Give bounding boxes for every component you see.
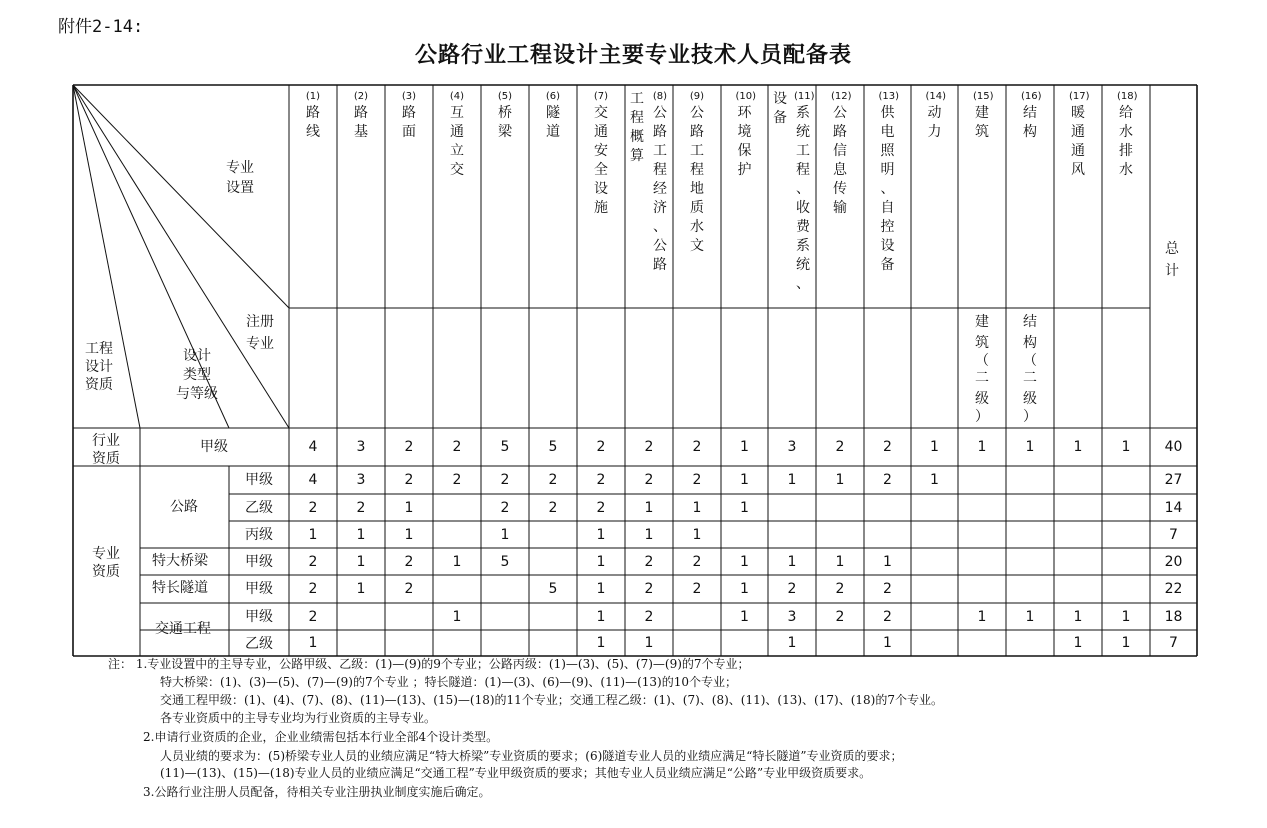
column-header-7: (7) 交 通 安 全 设 施 bbox=[593, 91, 609, 216]
column-header-2: (2) 路 基 bbox=[353, 91, 369, 140]
column-header-6: (6) 隧 道 bbox=[545, 91, 561, 140]
cell-7-8: 1 bbox=[644, 635, 654, 651]
cell-2-6: 2 bbox=[548, 499, 558, 516]
cell-6-17: 1 bbox=[1073, 608, 1083, 625]
cell-5-3: 2 bbox=[404, 581, 414, 597]
row-type-highway: 公路 bbox=[170, 499, 198, 515]
note-line-4: 各专业资质中的主导专业均为行业资质的主导专业。 bbox=[160, 711, 437, 725]
cell-5-6: 5 bbox=[548, 581, 558, 597]
cell-3-5: 1 bbox=[500, 526, 510, 543]
cell-5-9: 2 bbox=[692, 581, 702, 597]
cell-6-11: 3 bbox=[787, 608, 797, 625]
cell-7-13: 1 bbox=[883, 635, 892, 651]
row-type-tunnel: 特长隧道 bbox=[152, 580, 208, 596]
cell-2-8: 1 bbox=[644, 499, 654, 516]
cell-total-2: 14 bbox=[1164, 499, 1183, 516]
cell-6-18: 1 bbox=[1121, 608, 1131, 625]
cell-5-10: 1 bbox=[740, 581, 749, 597]
cell-0-10: 1 bbox=[740, 439, 749, 455]
cell-total-4: 20 bbox=[1164, 553, 1183, 570]
cell-4-7: 1 bbox=[596, 553, 606, 570]
cell-6-1: 2 bbox=[308, 608, 318, 625]
note-line-3: 交通工程甲级：(1)、(4)、(7)、(8)、(11)—(13)、(15)—(18)的11个专业；交通工程乙级：(1)、(7)、(8)、(11)、(13)、(17)、(18)的7个专业。 bbox=[160, 693, 943, 707]
column-header-18: (18) 给 水 排 水 bbox=[1117, 91, 1138, 178]
cell-0-17: 1 bbox=[1073, 439, 1083, 455]
column-header-8: (8) 公 路 工 程 经 济 、 公 路 bbox=[652, 91, 668, 273]
cell-6-10: 1 bbox=[740, 608, 749, 625]
cell-3-1: 1 bbox=[308, 526, 318, 543]
note-line-7: (11)—(13)、(15)—(18)专业人员的业绩应满足“交通工程”专业甲级资质的要求；其他专业人员业绩应满足“公路”专业甲级资质要求。 bbox=[160, 766, 872, 780]
cell-2-5: 2 bbox=[500, 499, 510, 516]
cell-6-15: 1 bbox=[977, 608, 987, 625]
cell-0-6: 5 bbox=[548, 439, 558, 455]
row-group-professional: 专业 资质 bbox=[92, 546, 120, 580]
cell-2-1: 2 bbox=[308, 499, 318, 516]
page-title: 公路行业工程设计主要专业技术人员配备表 bbox=[414, 43, 852, 68]
cell-0-16: 1 bbox=[1025, 439, 1035, 455]
row-group-industry: 行业 资质 bbox=[92, 433, 120, 467]
cell-4-4: 1 bbox=[452, 553, 462, 570]
cell-4-5: 5 bbox=[500, 553, 510, 570]
cell-1-8: 2 bbox=[644, 472, 654, 488]
cell-3-3: 1 bbox=[404, 526, 414, 543]
column-header-1: (1) 路 线 bbox=[305, 91, 321, 140]
cell-0-15: 1 bbox=[977, 439, 987, 455]
attachment-label: 附件2-14: bbox=[58, 17, 144, 37]
cell-1-14: 1 bbox=[930, 472, 939, 488]
cell-1-4: 2 bbox=[452, 472, 462, 488]
cell-5-11: 2 bbox=[787, 581, 797, 597]
column-header-9: (9) 公 路 工 程 地 质 水 文 bbox=[689, 91, 705, 254]
cell-7-11: 1 bbox=[787, 635, 797, 651]
cell-total-0: 40 bbox=[1164, 439, 1183, 455]
cell-6-7: 1 bbox=[596, 608, 606, 625]
column-header-12: (12) 公 路 信 息 传 输 bbox=[831, 91, 852, 216]
column-header-15: (15) 建 筑 bbox=[973, 91, 994, 140]
cell-5-8: 2 bbox=[644, 581, 654, 597]
cell-4-3: 2 bbox=[404, 553, 414, 570]
cell-1-7: 2 bbox=[596, 472, 606, 488]
cell-6-8: 2 bbox=[644, 608, 654, 625]
cell-2-3: 1 bbox=[404, 499, 414, 516]
cell-4-9: 2 bbox=[692, 553, 702, 570]
cell-0-9: 2 bbox=[692, 439, 702, 455]
note-line-2: 特大桥梁：(1)、(3)—(5)、(7)—(9)的7个专业 ；特长隧道：(1)—(3)、(6)—(9)、(11)—(13)的10个专业； bbox=[160, 675, 737, 689]
header-engineering-qualification: 工程 设计 资质 bbox=[85, 341, 113, 393]
row-grade-1: 甲级 bbox=[245, 472, 273, 488]
row-grade-6: 甲级 bbox=[245, 609, 273, 625]
cell-7-7: 1 bbox=[596, 635, 606, 651]
cell-0-3: 2 bbox=[404, 439, 414, 455]
cell-1-11: 1 bbox=[787, 472, 797, 488]
column-header-extra-11: 设 备 bbox=[773, 91, 787, 126]
cell-4-10: 1 bbox=[740, 553, 749, 570]
cell-0-14: 1 bbox=[930, 439, 939, 455]
cell-4-1: 2 bbox=[308, 553, 318, 570]
cell-total-6: 18 bbox=[1164, 608, 1183, 625]
note-line-6: 人员业绩的要求为：(5)桥梁专业人员的业绩应满足“特大桥梁”专业资质的要求；(6)隧道专业人员的业绩应满足“特长隧道”专业资质的要求； bbox=[160, 749, 903, 763]
cell-1-13: 2 bbox=[883, 472, 892, 488]
cell-3-9: 1 bbox=[692, 526, 702, 543]
column-header-11: (11) 系 统 工 程 、 收 费 系 统 、 bbox=[794, 91, 815, 292]
cell-1-12: 1 bbox=[835, 472, 845, 488]
cell-0-7: 2 bbox=[596, 439, 606, 455]
row-grade-2: 乙级 bbox=[245, 500, 273, 516]
column-header-10: (10) 环 境 保 护 bbox=[735, 91, 757, 178]
row-industry-grade: 甲级 bbox=[200, 439, 228, 455]
cell-7-1: 1 bbox=[308, 635, 318, 651]
cell-0-1: 4 bbox=[308, 439, 318, 455]
column-header-5: (5) 桥 梁 bbox=[497, 91, 513, 140]
cell-2-10: 1 bbox=[740, 499, 749, 516]
cell-7-18: 1 bbox=[1121, 635, 1131, 651]
note-line-1: 注： 1.专业设置中的主导专业，公路甲级、乙级：(1)—(9)的9个专业；公路丙级：(1)—(3)、(5)、(7)—(9)的7个专业； bbox=[108, 657, 750, 671]
cell-0-12: 2 bbox=[835, 439, 845, 455]
cell-6-12: 2 bbox=[835, 608, 845, 625]
cell-total-3: 7 bbox=[1169, 526, 1178, 543]
cell-6-16: 1 bbox=[1025, 608, 1035, 625]
cell-1-6: 2 bbox=[548, 472, 558, 488]
note-line-8: 3.公路行业注册人员配备，待相关专业注册执业制度实施后确定。 bbox=[143, 785, 491, 799]
cell-0-18: 1 bbox=[1121, 439, 1131, 455]
cell-total-7: 7 bbox=[1169, 635, 1178, 651]
registered-col15: 建 筑 （ 二 级 ） bbox=[975, 314, 989, 425]
cell-1-10: 1 bbox=[740, 472, 749, 488]
cell-0-8: 2 bbox=[644, 439, 654, 455]
header-registered-specialty: 注册 专业 bbox=[246, 314, 274, 352]
column-header-16: (16) 结 构 bbox=[1021, 91, 1042, 140]
column-header-3: (3) 路 面 bbox=[401, 91, 417, 140]
cell-7-17: 1 bbox=[1073, 635, 1083, 651]
cell-0-13: 2 bbox=[883, 439, 892, 455]
cell-4-2: 1 bbox=[356, 553, 366, 570]
cell-0-5: 5 bbox=[500, 439, 510, 455]
cell-2-7: 2 bbox=[596, 499, 606, 516]
note-line-5: 2.申请行业资质的企业，企业业绩需包括本行业全部4个设计类型。 bbox=[143, 730, 499, 744]
cell-5-2: 1 bbox=[356, 581, 366, 597]
cell-1-9: 2 bbox=[692, 472, 702, 488]
cell-0-2: 3 bbox=[356, 439, 366, 455]
cell-4-12: 1 bbox=[835, 553, 845, 570]
total-header: 总 计 bbox=[1165, 241, 1179, 279]
header-specialty-setting: 专业 设置 bbox=[226, 160, 254, 196]
cell-6-13: 2 bbox=[883, 608, 892, 625]
cell-6-4: 1 bbox=[452, 608, 462, 625]
cell-4-13: 1 bbox=[883, 553, 892, 570]
cell-0-11: 3 bbox=[787, 439, 797, 455]
column-header-13: (13) 供 电 照 明 、 自 控 设 备 bbox=[878, 91, 900, 273]
row-grade-3: 丙级 bbox=[245, 527, 273, 543]
row-type-traffic: 交通工程 bbox=[155, 621, 211, 637]
row-type-bridge: 特大桥梁 bbox=[152, 553, 208, 569]
cell-2-2: 2 bbox=[356, 499, 366, 516]
cell-2-9: 1 bbox=[692, 499, 702, 516]
column-header-extra-8: 工 程 概 算 bbox=[630, 91, 644, 164]
cell-total-1: 27 bbox=[1164, 472, 1183, 488]
cell-1-3: 2 bbox=[404, 472, 414, 488]
cell-1-2: 3 bbox=[356, 472, 366, 488]
column-header-4: (4) 互 通 立 交 bbox=[449, 91, 465, 178]
cell-4-8: 2 bbox=[644, 553, 654, 570]
column-header-17: (17) 暖 通 通 风 bbox=[1069, 91, 1090, 178]
cell-3-7: 1 bbox=[596, 526, 606, 543]
cell-1-5: 2 bbox=[500, 472, 510, 488]
header-design-type-grade: 设计 类型 与等级 bbox=[176, 348, 218, 402]
cell-5-1: 2 bbox=[308, 581, 318, 597]
row-grade-5: 甲级 bbox=[245, 581, 273, 597]
cell-total-5: 22 bbox=[1164, 581, 1183, 597]
column-header-14: (14) 动 力 bbox=[925, 91, 947, 140]
cell-3-2: 1 bbox=[356, 526, 366, 543]
cell-5-12: 2 bbox=[835, 581, 845, 597]
row-grade-7: 乙级 bbox=[245, 636, 273, 652]
cell-0-4: 2 bbox=[452, 439, 462, 455]
row-grade-4: 甲级 bbox=[245, 554, 273, 570]
cell-1-1: 4 bbox=[308, 472, 318, 488]
cell-3-8: 1 bbox=[644, 526, 654, 543]
cell-5-13: 2 bbox=[883, 581, 892, 597]
cell-4-11: 1 bbox=[787, 553, 797, 570]
cell-5-7: 1 bbox=[596, 581, 606, 597]
registered-col16: 结 构 （ 二 级 ） bbox=[1023, 314, 1037, 425]
